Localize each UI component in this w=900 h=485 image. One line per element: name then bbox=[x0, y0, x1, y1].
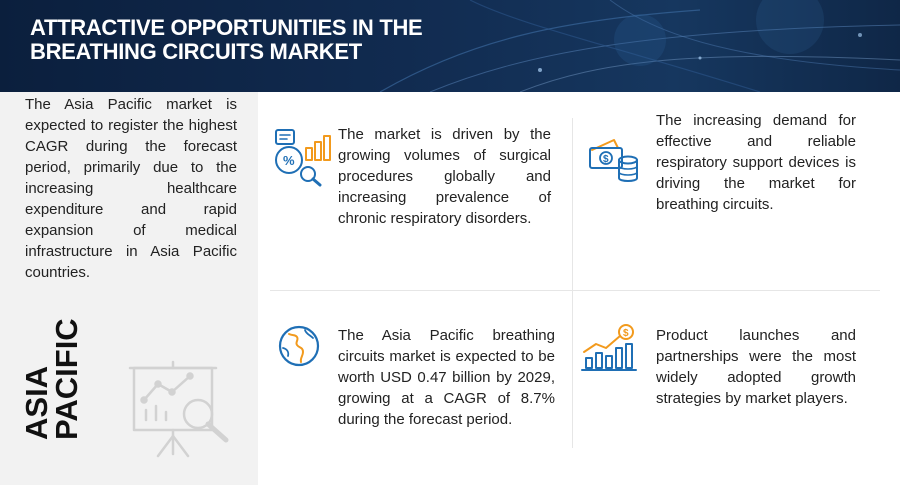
globe-icon bbox=[275, 322, 323, 370]
svg-text:%: % bbox=[283, 153, 295, 168]
grid-divider-vertical bbox=[572, 118, 573, 448]
title-line-1: ATTRACTIVE OPPORTUNITIES IN THE bbox=[30, 15, 423, 40]
page-title bbox=[30, 16, 422, 64]
insight-text-market-drivers: The market is driven by the growing volumes of surgical procedures globally and increasing prevalence of chronic respiratory disorders. bbox=[338, 126, 551, 227]
grid-divider-horizontal bbox=[270, 290, 880, 291]
money-coins-icon bbox=[586, 130, 642, 186]
title-line-2: BREATHING CIRCUITS MARKET bbox=[30, 39, 362, 64]
rising-bar-chart-dollar-icon bbox=[580, 322, 640, 374]
presentation-analytics-icon bbox=[128, 360, 236, 462]
growth-report-icon bbox=[272, 126, 334, 188]
insight-text-demand: The increasing demand for effective and reliable respiratory support devices is driving the market for breathing circuits. bbox=[656, 112, 856, 213]
svg-text:$: $ bbox=[623, 328, 629, 339]
region-intro-text: The Asia Pacific market is expected to register the highest CAGR during the forecast period, primarily due to the increasing healthcare expenditure and rapid expansion of medical infrastructure in Asia Pacific countries. bbox=[25, 96, 237, 281]
region-label-line-2: PACIFIC bbox=[49, 318, 84, 440]
insight-text-market-size: The Asia Pacific breathing circuits market is expected to be worth USD 0.47 billion by 2029, growing at a CAGR of 8.7% during the forecast period. bbox=[338, 327, 555, 428]
svg-text:$: $ bbox=[603, 154, 609, 165]
region-label bbox=[19, 318, 84, 440]
header-banner bbox=[0, 0, 900, 92]
insight-text-growth-strategies: Product launches and partnerships were the most widely adopted growth strategies by market players. bbox=[656, 327, 856, 407]
region-label-line-1: ASIA bbox=[19, 365, 54, 440]
